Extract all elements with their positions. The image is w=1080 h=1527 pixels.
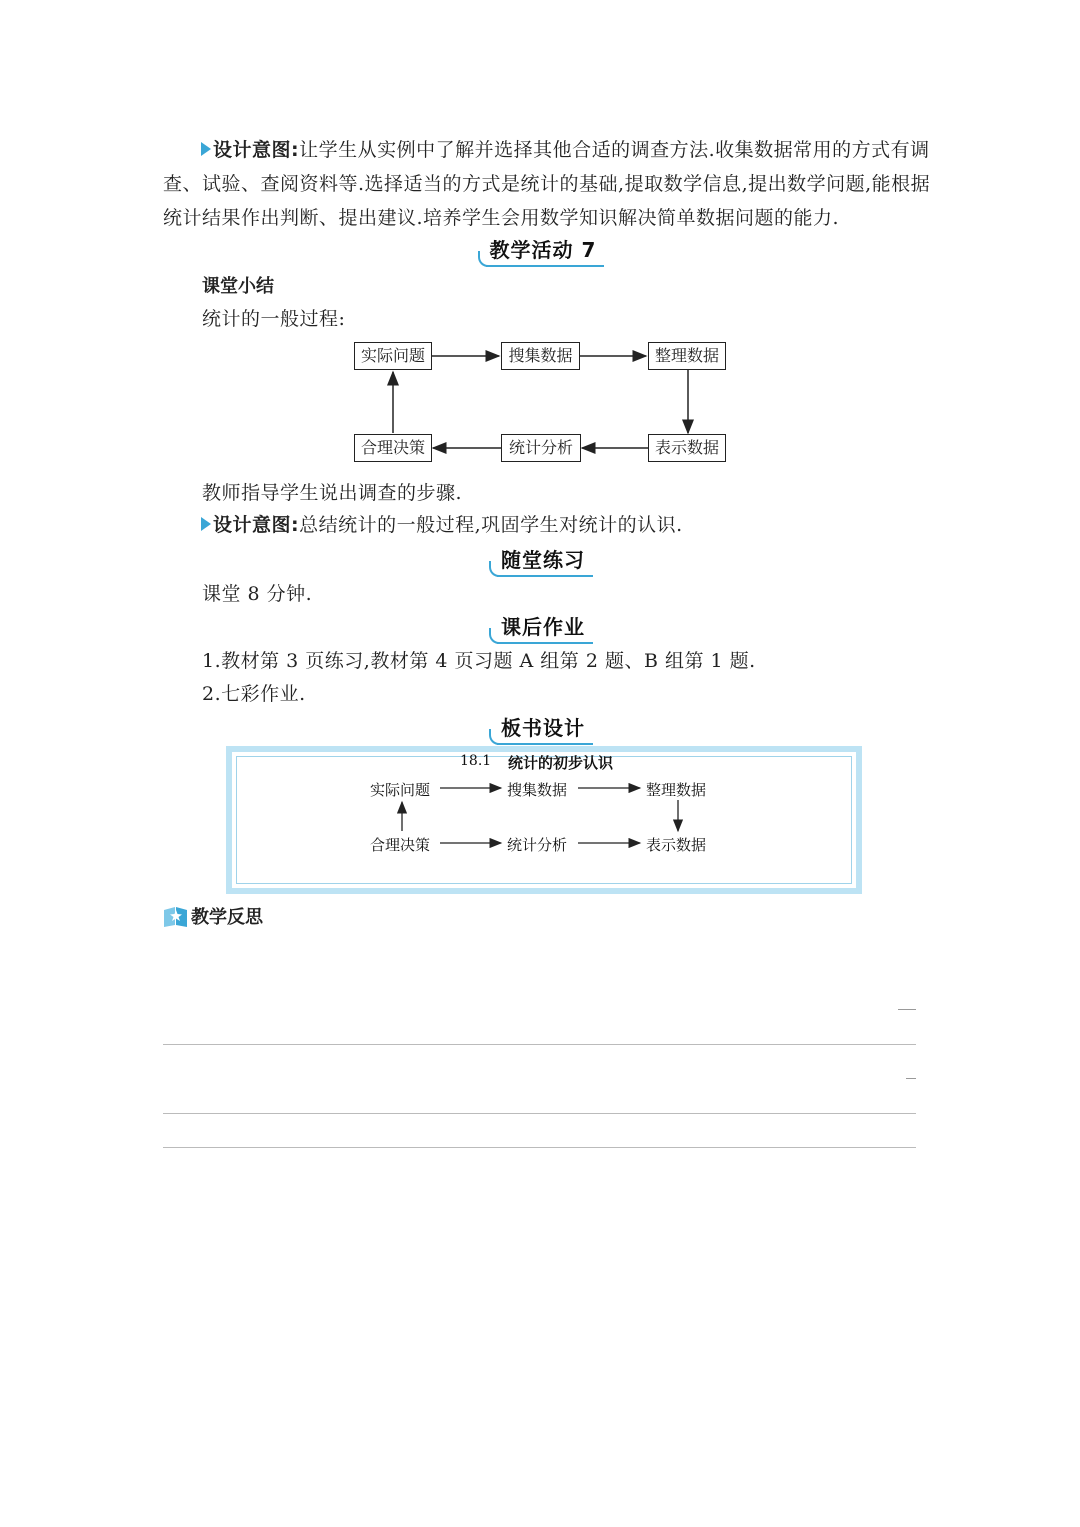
reflection-rule-1	[163, 1044, 916, 1045]
summary-heading: 课堂小结	[202, 276, 274, 297]
activity-7-title-text: 教学活动 7	[489, 238, 597, 262]
board-statistical-analysis: 统计分析	[507, 836, 568, 854]
homework-title-text: 课后作业	[501, 615, 585, 639]
design-intent-2-text: 总结统计的一般过程,巩固学生对统计的认识.	[299, 514, 683, 536]
reflection-header	[163, 903, 263, 929]
teacher-note: 教师指导学生说出调查的步骤.	[202, 482, 463, 504]
design-intent-1-line3: 统计结果作出判断、提出建议.培养学生会用数学知识解决简单数据问题的能力.	[163, 207, 840, 229]
design-intent-text: 让学生从实例中了解并选择其他合适的调查方法.收集数据常用的方式有调	[299, 139, 930, 161]
design-intent-1-line2: 查、试验、查阅资料等.选择适当的方式是统计的基础,提取数学信息,提出数学问题,能根据	[163, 173, 931, 195]
flow-box-actual-problem: 实际问题	[354, 342, 432, 370]
book-sparkle-icon	[163, 904, 189, 928]
board-organize-data: 整理数据	[646, 781, 707, 799]
short-dash-1	[898, 1009, 916, 1010]
practice-title-text: 随堂练习	[501, 548, 585, 572]
flow-box-represent-data: 表示数据	[648, 434, 726, 462]
board-reasonable-decision: 合理决策	[370, 836, 431, 854]
homework-item-2: 2.七彩作业.	[202, 683, 306, 705]
flow-box-reasonable-decision: 合理决策	[354, 434, 432, 462]
short-dash-2	[906, 1078, 916, 1079]
summary-intro: 统计的一般过程:	[202, 308, 346, 330]
board-section-number: 18.1	[460, 753, 492, 769]
reflection-rule-2	[163, 1113, 916, 1114]
board-title-text: 板书设计	[501, 716, 585, 740]
board-section-name: 统计的初步认识	[508, 754, 614, 772]
board-actual-problem: 实际问题	[370, 781, 431, 799]
reflection-title: 教学反思	[191, 907, 263, 928]
design-intent-label: 设计意图:	[213, 514, 300, 536]
flow-box-organize-data: 整理数据	[648, 342, 726, 370]
reflection-rule-3	[163, 1147, 916, 1148]
board-collect-data: 搜集数据	[507, 781, 568, 799]
board-represent-data: 表示数据	[646, 836, 707, 854]
design-intent-label: 设计意图:	[213, 139, 300, 161]
practice-text: 课堂 8 分钟.	[202, 583, 313, 605]
flow-box-statistical-analysis: 统计分析	[501, 434, 581, 462]
flow-box-collect-data: 搜集数据	[501, 342, 580, 370]
homework-item-1: 1.教材第 3 页练习,教材第 4 页习题 A 组第 2 题、B 组第 1 题.	[202, 650, 756, 672]
